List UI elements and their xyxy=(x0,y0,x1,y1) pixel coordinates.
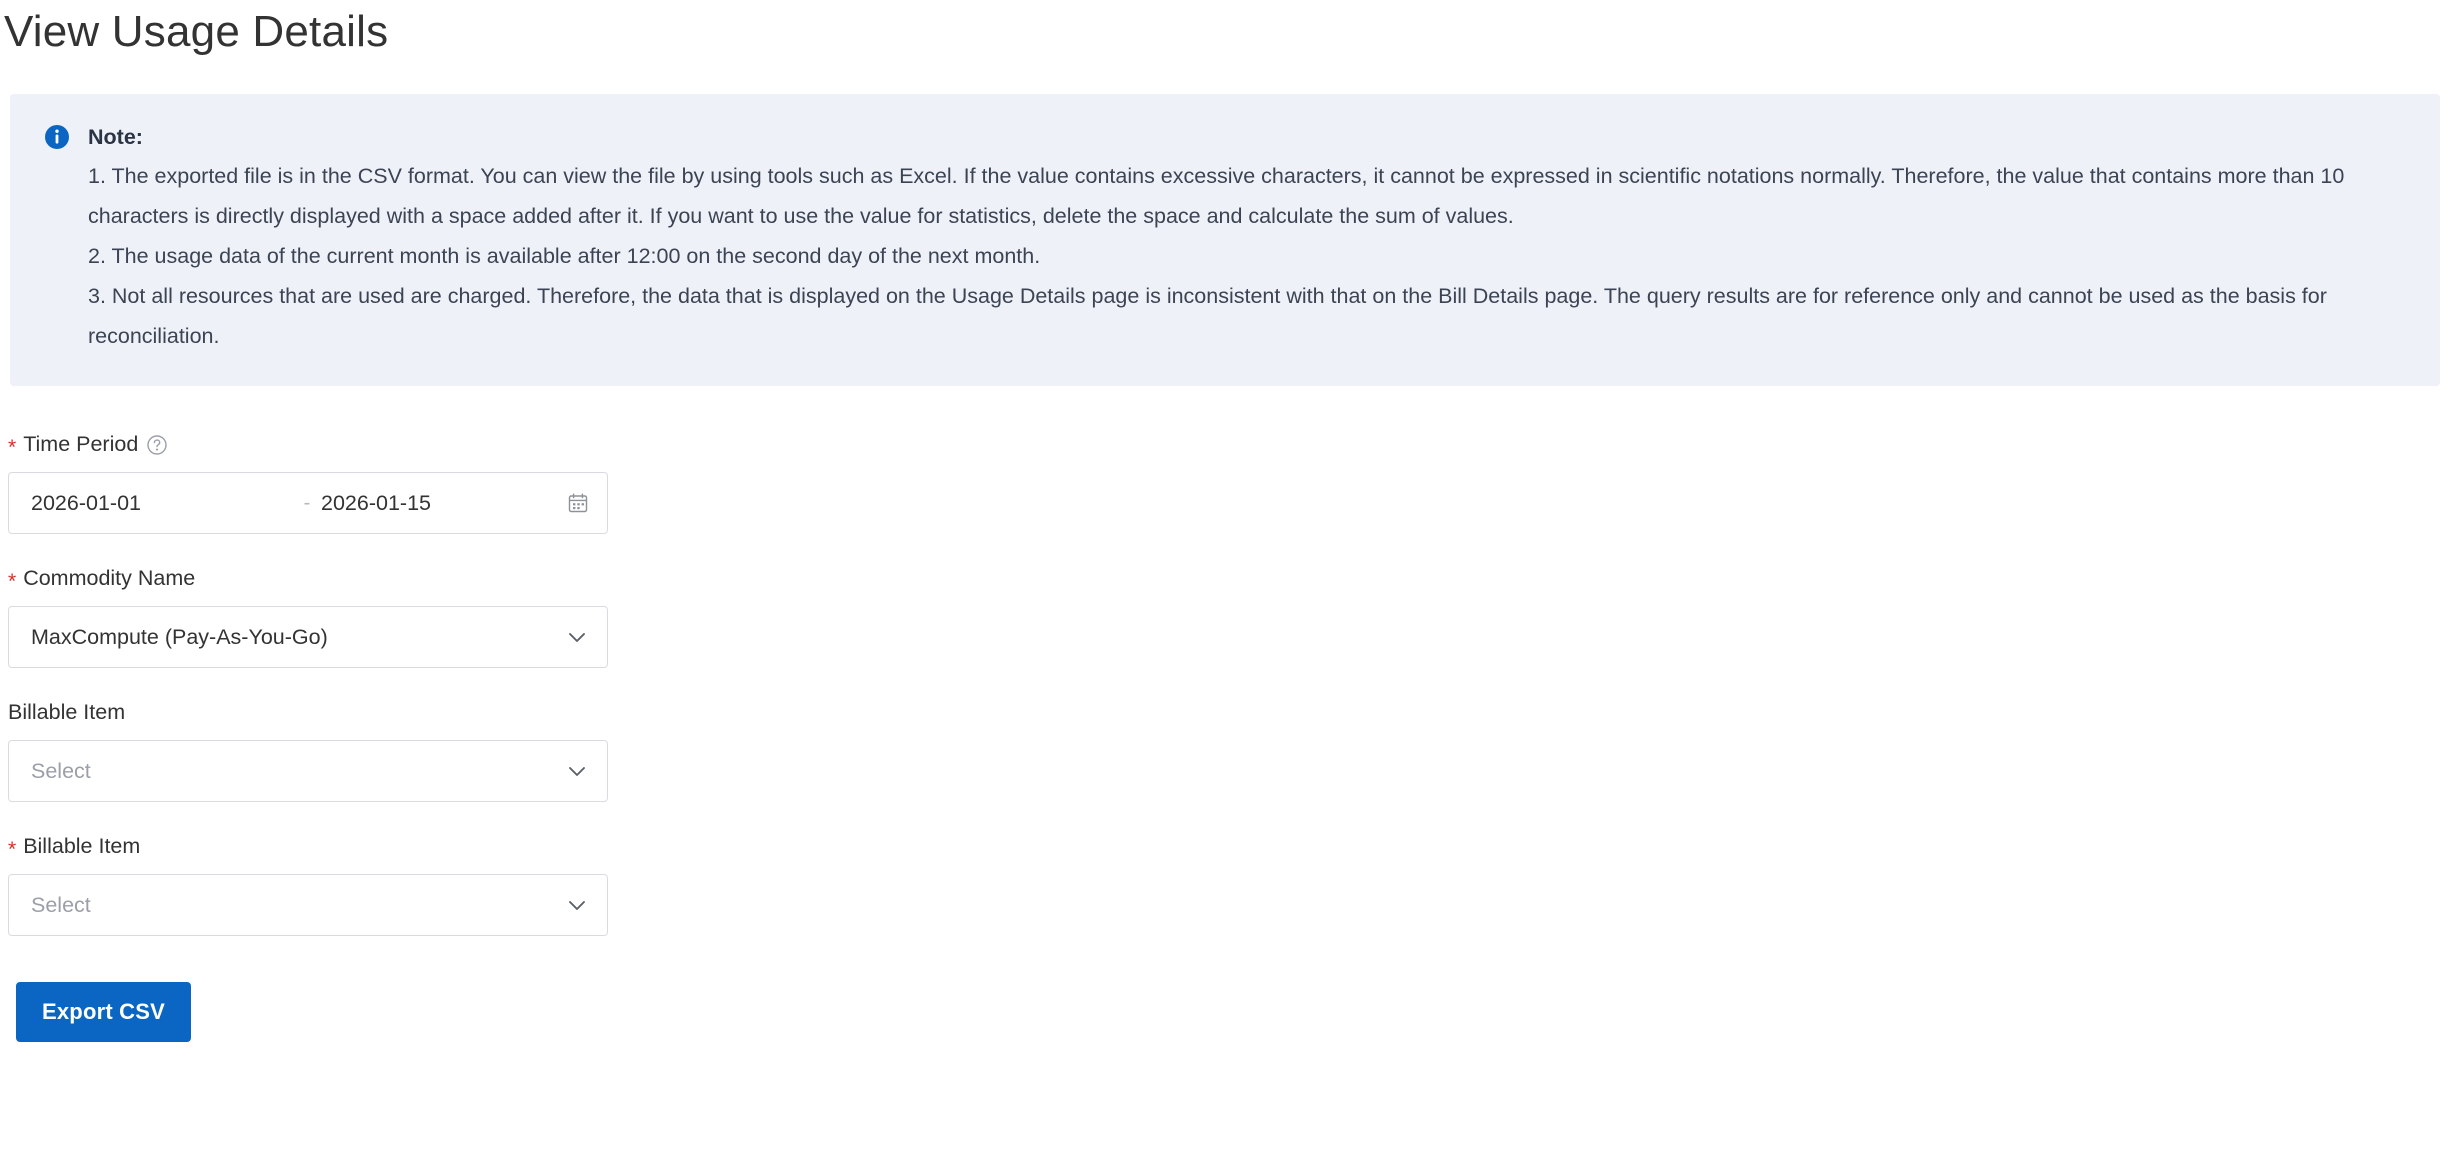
billable-item-required-value: Select xyxy=(31,892,91,917)
page-title: View Usage Details xyxy=(4,7,389,56)
chevron-down-icon[interactable] xyxy=(565,625,589,649)
note-line-1: 1. The exported file is in the CSV format. You can view the file by using tools such as Excel. If the value contains excessive characters, it cannot be expressed in scientific notations normally. Therefore, the value that contains more than 10 characters is directly displayed with a space added after it. If you want to use the value for statistics, delete the space and calculate the sum of values. xyxy=(88,164,2345,229)
required-indicator: * xyxy=(8,837,17,861)
field-commodity-name xyxy=(8,564,2450,668)
commodity-name-label: Commodity Name xyxy=(23,566,196,591)
field-billable-item-required xyxy=(8,832,2450,936)
billable-item-optional-value: Select xyxy=(31,758,91,783)
chevron-down-icon[interactable] xyxy=(565,893,589,917)
field-billable-item-optional xyxy=(8,698,2450,802)
required-indicator: * xyxy=(8,569,17,593)
billable-item-optional-select[interactable] xyxy=(8,740,608,802)
question-circle-icon[interactable] xyxy=(146,434,168,456)
date-range-start[interactable]: 2026-01-01 xyxy=(31,490,141,515)
commodity-name-select[interactable] xyxy=(8,606,608,668)
billable-item-required-label: Billable Item xyxy=(23,834,141,859)
date-range-end[interactable]: 2026-01-15 xyxy=(321,490,431,515)
required-indicator: * xyxy=(8,435,17,459)
note-line-3: 3. Not all resources that are used are charged. Therefore, the data that is displayed on the Usage Details page is inconsistent with that on the Bill Details page. The query results are for reference only and cannot be used as the basis for reconciliation. xyxy=(88,284,2327,349)
export-csv-button[interactable]: Export CSV xyxy=(16,982,191,1042)
date-range-picker[interactable] xyxy=(8,472,608,534)
calendar-icon[interactable] xyxy=(567,492,589,514)
note-line-2: 2. The usage data of the current month is available after 12:00 on the second day of the next month. xyxy=(88,244,1041,269)
commodity-name-label-row xyxy=(8,564,2450,592)
usage-details-form xyxy=(8,430,2450,1042)
commodity-name-value: MaxCompute (Pay-As-You-Go) xyxy=(31,624,328,649)
date-range-separator: - xyxy=(303,491,311,514)
note-text xyxy=(88,120,2412,356)
note-banner xyxy=(10,94,2440,386)
billable-item-optional-label: Billable Item xyxy=(8,700,126,725)
field-time-period xyxy=(8,430,2450,534)
form-actions xyxy=(16,982,2450,1042)
billable-item-required-label-row xyxy=(8,832,2450,860)
note-title: Note: xyxy=(88,125,143,150)
billable-item-optional-label-row xyxy=(8,698,2450,726)
time-period-label: Time Period xyxy=(23,432,139,457)
info-circle-icon xyxy=(42,122,72,152)
billable-item-required-select[interactable] xyxy=(8,874,608,936)
time-period-label-row xyxy=(8,430,2450,458)
chevron-down-icon[interactable] xyxy=(565,759,589,783)
